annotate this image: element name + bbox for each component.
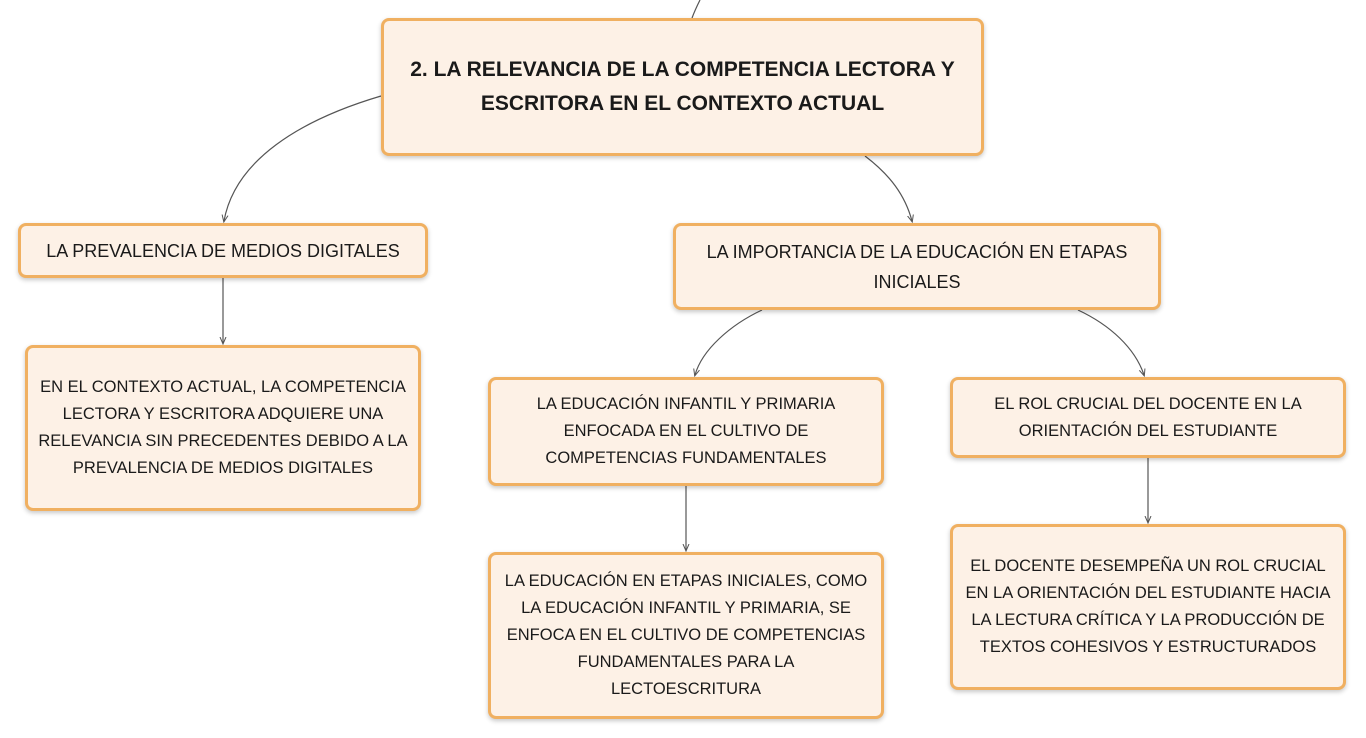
connector-early-to-infantil (695, 310, 762, 375)
teacher-role-detail-node[interactable] (950, 524, 1346, 690)
digital-media-detail-node[interactable] (25, 345, 421, 511)
digital-media-node[interactable] (18, 223, 428, 278)
connector-root-to-early-education (865, 156, 912, 221)
infantil-primaria-title: LA EDUCACIÓN INFANTIL Y PRIMARIA ENFOCADA EN EL CULTIVO DE COMPETENCIAS FUNDAMENTALES (536, 395, 836, 467)
early-education-node[interactable] (673, 223, 1161, 310)
teacher-role-node[interactable] (950, 377, 1346, 458)
infantil-primaria-detail-text: LA EDUCACIÓN EN ETAPAS INICIALES, COMO LA EDUCACIÓN INFANTIL Y PRIMARIA, SE ENFOCA EN EL CULTIVO DE COMPETENCIAS FUNDAMENTALES PARA LA LECTOESCRITURA (504, 572, 868, 698)
teacher-role-title: EL ROL CRUCIAL DEL DOCENTE EN LA ORIENTACIÓN DEL ESTUDIANTE (994, 394, 1302, 440)
digital-media-title: LA PREVALENCIA DE MEDIOS DIGITALES (46, 240, 400, 261)
early-education-title: LA IMPORTANCIA DE LA EDUCACIÓN EN ETAPAS INICIALES (706, 241, 1128, 292)
connector-early-to-teacher (1078, 310, 1144, 375)
connector-root-to-digital (224, 96, 381, 221)
root-topic-node[interactable] (381, 18, 984, 156)
infantil-primaria-node[interactable] (488, 377, 884, 486)
teacher-role-detail-text: EL DOCENTE DESEMPEÑA UN ROL CRUCIAL EN LA ORIENTACIÓN DEL ESTUDIANTE HACIA LA LECTURA CRÍTICA Y LA PRODUCCIÓN DE TEXTOS COHESIVOS Y ESTRUCTURADOS (965, 557, 1331, 656)
infantil-primaria-detail-node[interactable] (488, 552, 884, 719)
connector-parent-to-root (692, 0, 700, 18)
digital-media-detail-text: EN EL CONTEXTO ACTUAL, LA COMPETENCIA LECTORA Y ESCRITORA ADQUIERE UNA RELEVANCIA SIN PRECEDENTES DEBIDO A LA PREVALENCIA DE MEDIOS DIGITALES (38, 378, 408, 477)
root-topic-text: 2. LA RELEVANCIA DE LA COMPETENCIA LECTORA Y ESCRITORA EN EL CONTEXTO ACTUAL (410, 58, 955, 115)
